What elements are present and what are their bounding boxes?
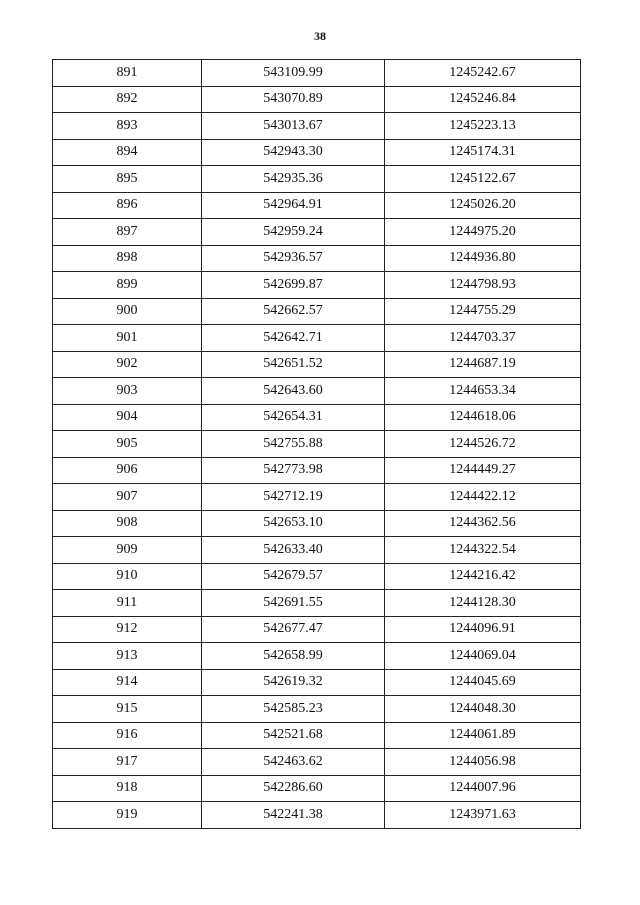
y-coordinate-cell: 1244798.93	[385, 272, 581, 299]
table-row	[53, 404, 581, 431]
y-coordinate-cell: 1244216.42	[385, 563, 581, 590]
table-row	[53, 192, 581, 219]
y-coordinate-cell: 1244096.91	[385, 616, 581, 643]
point-number-cell: 906	[53, 457, 202, 484]
y-coordinate-cell: 1245223.13	[385, 113, 581, 140]
point-number-cell: 911	[53, 590, 202, 617]
y-coordinate-cell: 1245242.67	[385, 60, 581, 87]
x-coordinate-cell: 542633.40	[202, 537, 385, 564]
table-row	[53, 431, 581, 458]
x-coordinate-cell: 542654.31	[202, 404, 385, 431]
x-coordinate-cell: 542653.10	[202, 510, 385, 537]
point-number-cell: 904	[53, 404, 202, 431]
x-coordinate-cell: 542964.91	[202, 192, 385, 219]
x-coordinate-cell: 542679.57	[202, 563, 385, 590]
y-coordinate-cell: 1244007.96	[385, 775, 581, 802]
point-number-cell: 912	[53, 616, 202, 643]
y-coordinate-cell: 1244069.04	[385, 643, 581, 670]
x-coordinate-cell: 542651.52	[202, 351, 385, 378]
y-coordinate-cell: 1245122.67	[385, 166, 581, 193]
x-coordinate-cell: 542943.30	[202, 139, 385, 166]
y-coordinate-cell: 1244936.80	[385, 245, 581, 272]
page-number: 38	[314, 29, 326, 43]
y-coordinate-cell: 1243971.63	[385, 802, 581, 829]
table-row	[53, 537, 581, 564]
table-row	[53, 775, 581, 802]
point-number-cell: 900	[53, 298, 202, 325]
table-row	[53, 298, 581, 325]
table-row	[53, 722, 581, 749]
y-coordinate-cell: 1244449.27	[385, 457, 581, 484]
table-row	[53, 484, 581, 511]
point-number-cell: 893	[53, 113, 202, 140]
point-number-cell: 892	[53, 86, 202, 113]
y-coordinate-cell: 1244618.06	[385, 404, 581, 431]
table-row	[53, 590, 581, 617]
x-coordinate-cell: 542241.38	[202, 802, 385, 829]
point-number-cell: 897	[53, 219, 202, 246]
point-number-cell: 918	[53, 775, 202, 802]
table-row	[53, 616, 581, 643]
point-number-cell: 919	[53, 802, 202, 829]
table-row	[53, 643, 581, 670]
x-coordinate-cell: 542699.87	[202, 272, 385, 299]
x-coordinate-cell: 542286.60	[202, 775, 385, 802]
x-coordinate-cell: 543013.67	[202, 113, 385, 140]
point-number-cell: 915	[53, 696, 202, 723]
table-row	[53, 139, 581, 166]
x-coordinate-cell: 542662.57	[202, 298, 385, 325]
table-row	[53, 113, 581, 140]
table-row	[53, 219, 581, 246]
y-coordinate-cell: 1244526.72	[385, 431, 581, 458]
x-coordinate-cell: 543109.99	[202, 60, 385, 87]
x-coordinate-cell: 542712.19	[202, 484, 385, 511]
y-coordinate-cell: 1245174.31	[385, 139, 581, 166]
point-number-cell: 917	[53, 749, 202, 776]
x-coordinate-cell: 543070.89	[202, 86, 385, 113]
y-coordinate-cell: 1244061.89	[385, 722, 581, 749]
coordinates-table	[52, 59, 581, 829]
table-row	[53, 60, 581, 87]
table-row	[53, 802, 581, 829]
y-coordinate-cell: 1245026.20	[385, 192, 581, 219]
point-number-cell: 908	[53, 510, 202, 537]
point-number-cell: 907	[53, 484, 202, 511]
point-number-cell: 903	[53, 378, 202, 405]
x-coordinate-cell: 542936.57	[202, 245, 385, 272]
y-coordinate-cell: 1244322.54	[385, 537, 581, 564]
x-coordinate-cell: 542755.88	[202, 431, 385, 458]
point-number-cell: 894	[53, 139, 202, 166]
x-coordinate-cell: 542521.68	[202, 722, 385, 749]
table-row	[53, 749, 581, 776]
table-row	[53, 669, 581, 696]
y-coordinate-cell: 1244687.19	[385, 351, 581, 378]
y-coordinate-cell: 1245246.84	[385, 86, 581, 113]
table-row	[53, 351, 581, 378]
y-coordinate-cell: 1244975.20	[385, 219, 581, 246]
table-row	[53, 166, 581, 193]
table-row	[53, 325, 581, 352]
coordinates-table-body	[53, 60, 581, 829]
y-coordinate-cell: 1244045.69	[385, 669, 581, 696]
x-coordinate-cell: 542585.23	[202, 696, 385, 723]
y-coordinate-cell: 1244128.30	[385, 590, 581, 617]
table-row	[53, 378, 581, 405]
table-row	[53, 510, 581, 537]
x-coordinate-cell: 542642.71	[202, 325, 385, 352]
point-number-cell: 914	[53, 669, 202, 696]
table-row	[53, 563, 581, 590]
x-coordinate-cell: 542959.24	[202, 219, 385, 246]
y-coordinate-cell: 1244755.29	[385, 298, 581, 325]
y-coordinate-cell: 1244056.98	[385, 749, 581, 776]
x-coordinate-cell: 542658.99	[202, 643, 385, 670]
x-coordinate-cell: 542463.62	[202, 749, 385, 776]
point-number-cell: 901	[53, 325, 202, 352]
table-row	[53, 245, 581, 272]
y-coordinate-cell: 1244653.34	[385, 378, 581, 405]
x-coordinate-cell: 542691.55	[202, 590, 385, 617]
point-number-cell: 905	[53, 431, 202, 458]
table-row	[53, 86, 581, 113]
point-number-cell: 910	[53, 563, 202, 590]
table-row	[53, 696, 581, 723]
point-number-cell: 916	[53, 722, 202, 749]
point-number-cell: 898	[53, 245, 202, 272]
point-number-cell: 896	[53, 192, 202, 219]
point-number-cell: 913	[53, 643, 202, 670]
x-coordinate-cell: 542773.98	[202, 457, 385, 484]
y-coordinate-cell: 1244048.30	[385, 696, 581, 723]
x-coordinate-cell: 542619.32	[202, 669, 385, 696]
x-coordinate-cell: 542677.47	[202, 616, 385, 643]
point-number-cell: 909	[53, 537, 202, 564]
x-coordinate-cell: 542935.36	[202, 166, 385, 193]
y-coordinate-cell: 1244422.12	[385, 484, 581, 511]
table-row	[53, 272, 581, 299]
y-coordinate-cell: 1244703.37	[385, 325, 581, 352]
y-coordinate-cell: 1244362.56	[385, 510, 581, 537]
point-number-cell: 902	[53, 351, 202, 378]
x-coordinate-cell: 542643.60	[202, 378, 385, 405]
point-number-cell: 899	[53, 272, 202, 299]
point-number-cell: 891	[53, 60, 202, 87]
point-number-cell: 895	[53, 166, 202, 193]
table-row	[53, 457, 581, 484]
